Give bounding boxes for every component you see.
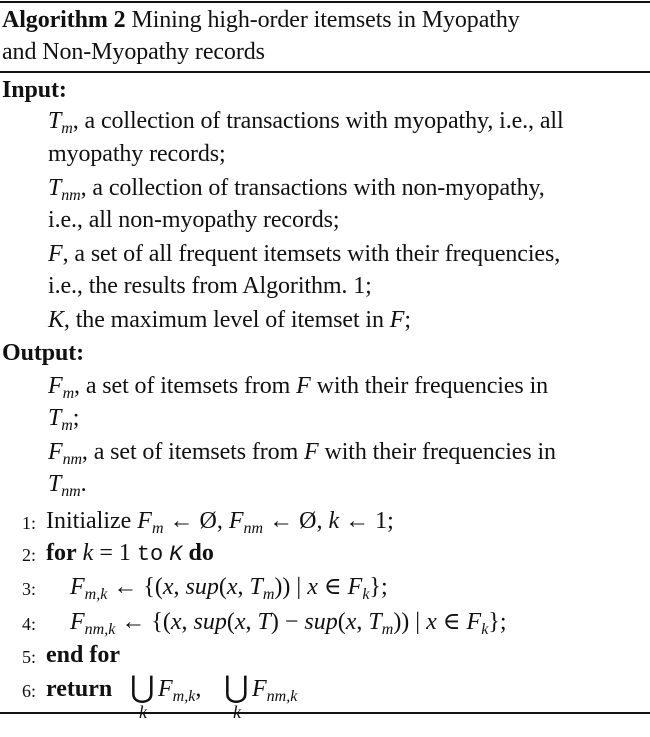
top-rule (0, 1, 650, 3)
keyword-for: for (46, 540, 77, 566)
keyword-end-for: end for (46, 642, 120, 668)
step-text (46, 675, 112, 703)
step-text: $F_{m,k}$ ← {(x, sup(x, $T_m$)) | x ∈ $F_k$}; (70, 574, 388, 603)
algorithm-title-part1: Mining high-order itemsets in Myopathy (131, 7, 520, 33)
keyword-do: do (188, 540, 214, 566)
union-symbol: ⋃ (224, 671, 249, 704)
union-symbol: ⋃ (130, 671, 155, 704)
input-item-f: F, a set of all frequent itemsets with their frequencies, (48, 241, 561, 267)
step-number: 5: (21, 647, 36, 667)
step-number: 3: (21, 579, 36, 599)
input-item-k: K, the maximum level of itemset in F; (48, 307, 411, 333)
output-item-fm-cont: $T_m$; (48, 405, 80, 434)
step-number: 2: (21, 545, 36, 565)
output-item-fnm-cont: $T_{nm}$. (48, 471, 87, 500)
step-text: $F_{nm,k}$ ← {(x, sup(x, T) − sup(x, $T_m$)) | x ∈ $F_k$}; (70, 609, 507, 638)
input-item-tnm: $T_{nm}$, a collection of transactions with non-myopathy, (48, 175, 545, 204)
input-item-f-cont: i.e., the results from Algorithm. 1; (48, 273, 372, 299)
return-term-2: $F_{nm,k}$ (252, 676, 298, 705)
output-item-fnm: $F_{nm}$, a set of itemsets from F with their frequencies in (48, 439, 556, 468)
algorithm-title-part2: and Non-Myopathy records (2, 39, 265, 65)
input-item-tnm-cont: i.e., all non-myopathy records; (48, 207, 340, 233)
caption-rule (0, 71, 650, 73)
output-item-fm: $F_m$, a set of itemsets from F with their frequencies in (48, 373, 549, 402)
step-number: 4: (21, 614, 36, 634)
step-number: 1: (21, 513, 36, 533)
keyword-return: return (46, 676, 113, 702)
bottom-rule (0, 712, 650, 714)
algorithm-label: Algorithm 2 (2, 7, 126, 33)
step-text: for k = 1 to K do (46, 540, 214, 567)
input-item-tm: $T_m$, a collection of transactions with myopathy, i.e., all (48, 108, 564, 137)
input-item-tm-cont: myopathy records; (48, 141, 226, 167)
step-text: Initialize $F_m$ ← Ø, $F_{nm}$ ← Ø, k ← 1; (46, 508, 394, 537)
step-number: 6: (21, 681, 36, 701)
return-term-1: $F_{m,k}$, (158, 676, 202, 705)
output-heading: Output: (2, 340, 84, 366)
algorithm-caption-line1 (2, 6, 520, 34)
algorithm-caption-line2 (2, 38, 265, 66)
input-heading: Input: (2, 77, 67, 103)
